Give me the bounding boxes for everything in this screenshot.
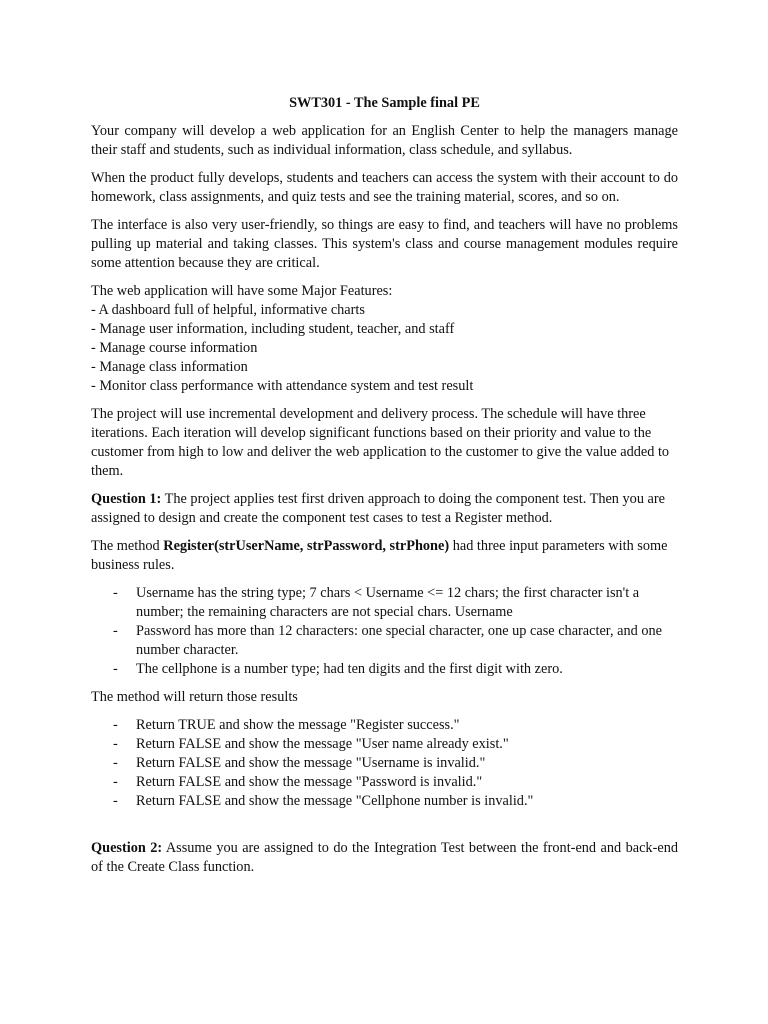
- rule-text: Password has more than 12 characters: one special character, one up case character, and one number character.: [136, 623, 663, 658]
- rule-text: Username has the string type; 7 chars < Username <= 12 chars; the first character isn't a number; the remaining characters are not special chars. Username: [136, 585, 640, 620]
- list-dash: -: [113, 661, 118, 677]
- result-text: Return FALSE and show the message "Username is invalid.": [136, 755, 486, 771]
- paragraph-access: When the product fully develops, students and teachers can access the system with their account to do homework, class assignments, and quiz tests and see the training material, scores, and so on.: [91, 170, 678, 205]
- paragraph-interface: The interface is also very user-friendly, so things are easy to find, and teachers will have no problems pulling up material and taking classes. This system's class and course management modules require some attention because they are critical.: [91, 217, 678, 271]
- feature-item: - Monitor class performance with attendance system and test result: [91, 378, 474, 394]
- list-dash: -: [113, 793, 118, 809]
- list-item: [91, 773, 678, 792]
- features-intro: The web application will have some Major Features:: [91, 283, 393, 299]
- feature-item: - Manage class information: [91, 359, 248, 375]
- list-dash: -: [113, 623, 118, 639]
- question-1: [91, 490, 678, 528]
- results-intro: The method will return those results: [91, 689, 298, 705]
- paragraph-intro: Your company will develop a web application for an English Center to help the managers manage their staff and students, such as individual information, class schedule, and syllabus.: [91, 123, 678, 158]
- list-item: [91, 754, 678, 773]
- document-body: [91, 94, 678, 886]
- list-item: [91, 735, 678, 754]
- paragraph-process: The project will use incremental development and delivery process. The schedule will have three iterations. Each iteration will develop significant functions based on their priority and value to the customer from high to low and deliver the web application to the customer to give the value added to them.: [91, 406, 670, 479]
- list-dash: -: [113, 774, 118, 790]
- list-dash: -: [113, 736, 118, 752]
- list-item: [91, 716, 678, 735]
- list-item: [91, 660, 678, 679]
- result-text: Return FALSE and show the message "User name already exist.": [136, 736, 509, 752]
- question-1-text: The project applies test first driven approach to doing the component test. Then you are assigned to design and create the component test cases to test a Register method.: [91, 491, 666, 526]
- method-description: [91, 537, 678, 575]
- business-rules-list: [91, 584, 678, 679]
- question-2-label: Question 2:: [91, 840, 163, 856]
- features-section: [91, 282, 678, 396]
- method-signature: Register(strUserName, strPassword, strPhone): [163, 538, 450, 554]
- results-list: [91, 716, 678, 811]
- feature-item: - Manage course information: [91, 340, 258, 356]
- result-text: Return FALSE and show the message "Cellphone number is invalid.": [136, 793, 534, 809]
- question-1-label: Question 1:: [91, 491, 162, 507]
- document-title: SWT301 - The Sample final PE: [289, 95, 480, 111]
- question-2-text: Assume you are assigned to do the Integration Test between the front-end and back-end of the Create Class function.: [91, 840, 678, 875]
- list-dash: -: [113, 755, 118, 771]
- feature-item: - A dashboard full of helpful, informative charts: [91, 302, 365, 318]
- rule-text: The cellphone is a number type; had ten digits and the first digit with zero.: [136, 661, 563, 677]
- result-text: Return FALSE and show the message "Password is invalid.": [136, 774, 483, 790]
- method-prefix: The method: [91, 538, 164, 554]
- list-item: [91, 622, 678, 660]
- list-item: [91, 792, 678, 811]
- question-2: [91, 839, 678, 877]
- result-text: Return TRUE and show the message "Register success.": [136, 717, 460, 733]
- list-dash: -: [113, 717, 118, 733]
- list-dash: -: [113, 585, 118, 601]
- list-item: [91, 584, 678, 622]
- method-suffix: had three input parameters with some business rules.: [91, 538, 668, 573]
- feature-item: - Manage user information, including student, teacher, and staff: [91, 321, 455, 337]
